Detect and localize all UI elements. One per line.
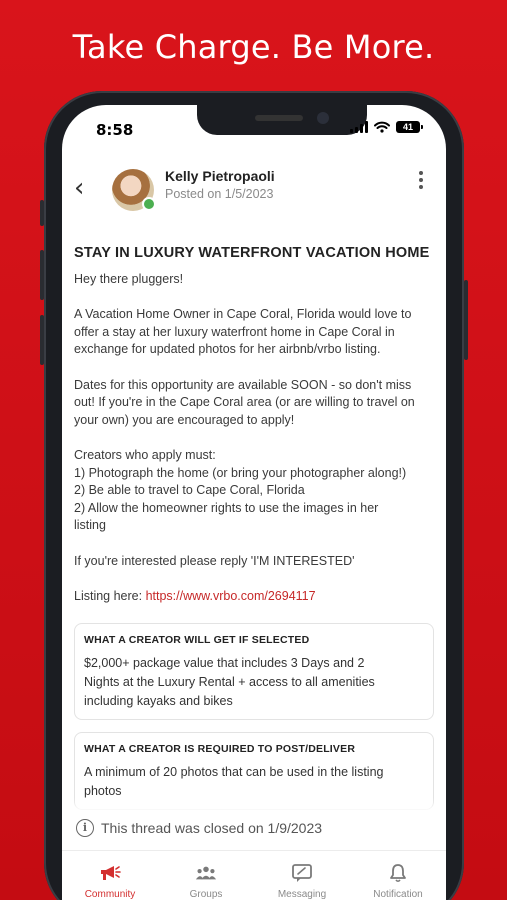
tab-community[interactable]: Community bbox=[62, 851, 158, 900]
avatar-badge bbox=[142, 197, 156, 211]
bell-icon bbox=[387, 863, 409, 883]
message-icon bbox=[291, 863, 313, 883]
benefits-card bbox=[74, 623, 434, 720]
info-icon: i bbox=[76, 819, 94, 837]
tab-groups[interactable]: Groups bbox=[158, 851, 254, 900]
battery-icon: 41 bbox=[396, 121, 420, 133]
card-title: WHAT A CREATOR IS REQUIRED TO POST/DELIVER bbox=[84, 742, 356, 755]
card-title: WHAT A CREATOR WILL GET IF SELECTED bbox=[84, 633, 310, 646]
card-body: A minimum of 20 photos that can be used in the listing photos bbox=[84, 764, 384, 798]
thread-closed-banner bbox=[62, 811, 446, 845]
interest-note: If you're interested please reply 'I'M INTERESTED' bbox=[74, 553, 355, 568]
bottom-tab-bar bbox=[62, 850, 446, 900]
more-options-icon[interactable] bbox=[418, 171, 424, 189]
megaphone-icon bbox=[99, 863, 121, 883]
phone-volume-up bbox=[40, 250, 44, 300]
speaker bbox=[255, 115, 303, 121]
back-icon[interactable]: ‹ bbox=[74, 173, 85, 203]
post-paragraph-2: Dates for this opportunity are available SOON - so don't miss out! If you're in the Cape Coral area (or are willing to travel on your own) you are encouraged to apply! bbox=[74, 377, 415, 427]
notch bbox=[197, 105, 367, 135]
post-paragraph-1: A Vacation Home Owner in Cape Coral, Florida would love to offer a stay at her luxury waterfront home in Cape Coral in exchange for updated photos for her airbnb/vrbo listing. bbox=[74, 307, 412, 357]
phone-power-button bbox=[464, 280, 468, 360]
post-content bbox=[74, 245, 434, 822]
status-icons bbox=[350, 121, 420, 133]
tab-notification[interactable]: Notification bbox=[350, 851, 446, 900]
card-body: $2,000+ package value that includes 3 Days and 2 Nights at the Luxury Rental + access to all amenities including kayaks and bikes bbox=[84, 655, 375, 708]
camera bbox=[317, 112, 329, 124]
promo-headline: Take Charge. Be More. bbox=[72, 28, 435, 66]
avatar[interactable] bbox=[112, 169, 154, 211]
requirements-list: Creators who apply must: 1) Photograph the home (or bring your photographer along!) 2) Be able to travel to Cape Coral, Florida 2) Allow the homeowner rights to use the images in her listing bbox=[74, 447, 407, 533]
author-name[interactable]: Kelly Pietropaoli bbox=[165, 168, 275, 184]
wifi-icon bbox=[374, 121, 390, 133]
tab-messaging[interactable]: Messaging bbox=[254, 851, 350, 900]
listing-line: Listing here: https://www.vrbo.com/2694117 bbox=[74, 588, 316, 603]
post-greeting: Hey there pluggers! bbox=[74, 272, 184, 286]
thread-closed-text: This thread was closed on 1/9/2023 bbox=[101, 820, 323, 836]
listing-link[interactable]: https://www.vrbo.com/2694117 bbox=[145, 588, 316, 603]
post-title: STAY IN LUXURY WATERFRONT VACATION HOME bbox=[74, 245, 430, 261]
post-header bbox=[62, 165, 446, 215]
post-date: Posted on 1/5/2023 bbox=[165, 187, 274, 201]
status-time: 8:58 bbox=[96, 121, 134, 139]
phone-volume-down bbox=[40, 315, 44, 365]
phone-mute-switch bbox=[40, 200, 44, 226]
groups-icon bbox=[195, 863, 217, 883]
signal-icon bbox=[350, 121, 368, 133]
phone-screen bbox=[62, 105, 446, 900]
deliverables-card bbox=[74, 732, 434, 810]
